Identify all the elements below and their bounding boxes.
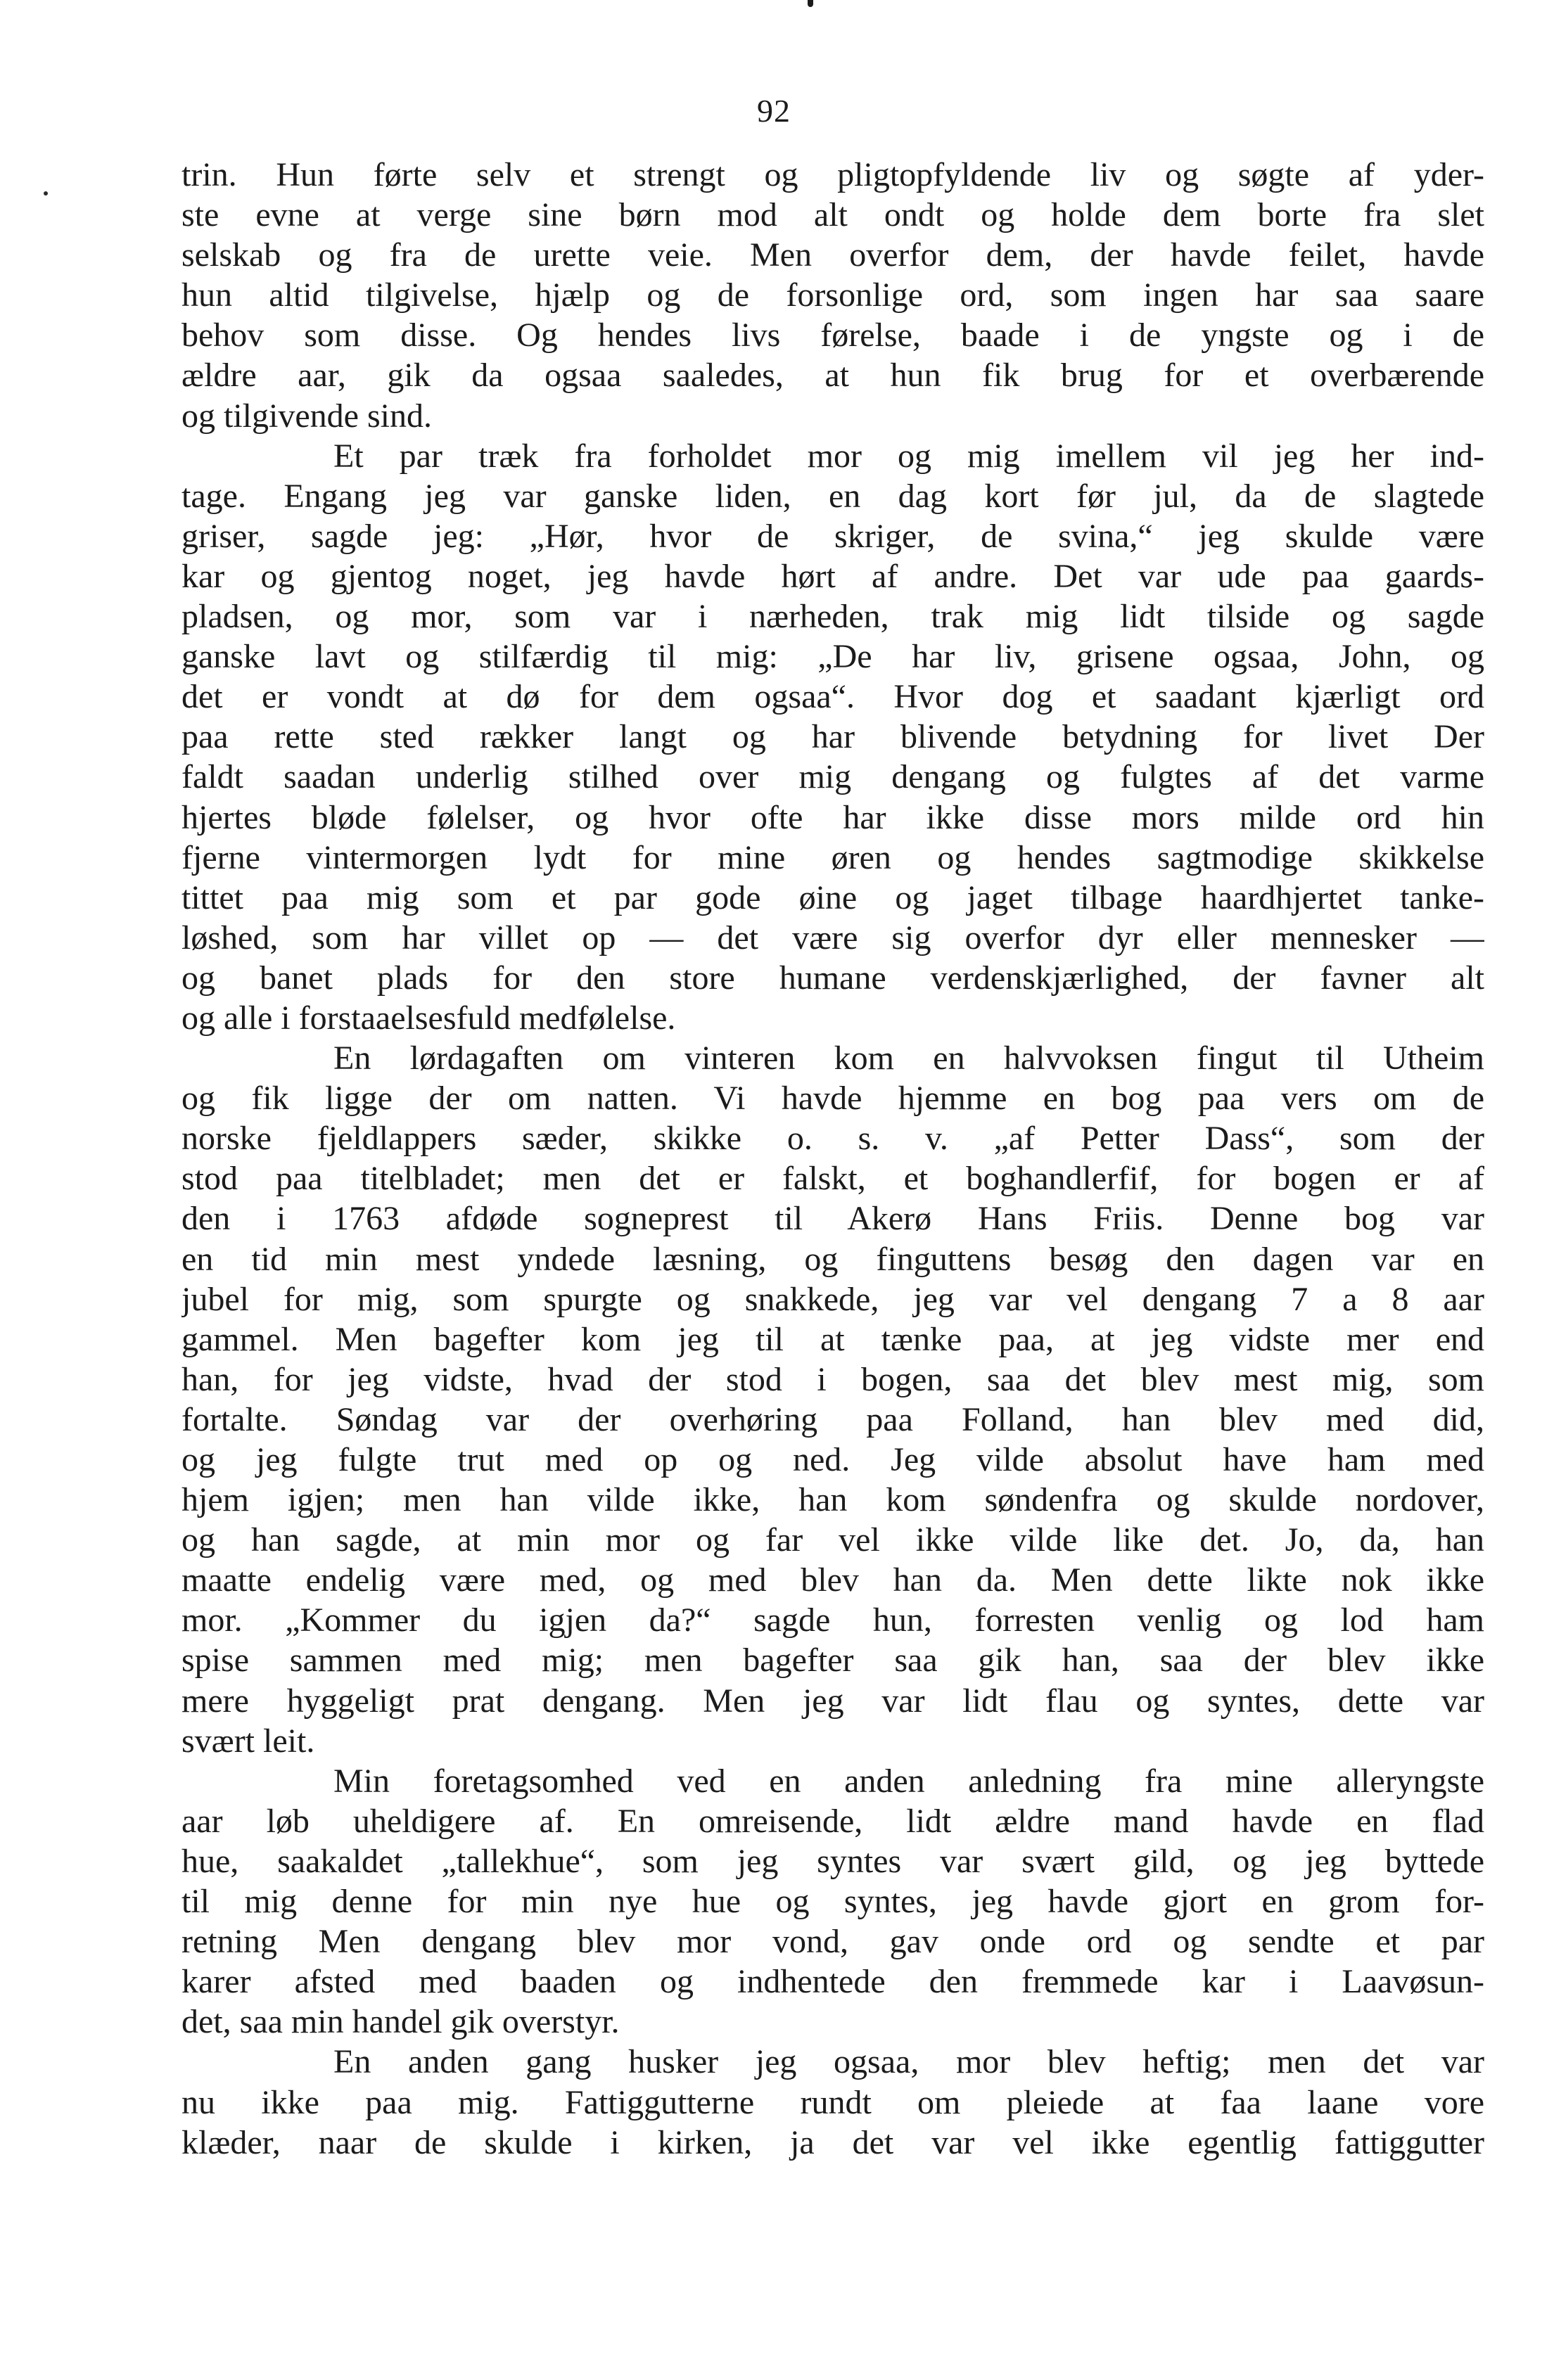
text-line: faldt saadan underlig stilhed over mig dengang og fulgtes af det varme	[181, 758, 1484, 796]
text-line: spise sammen med mig; men bagefter saa gik han, saa der blev ikke	[181, 1642, 1484, 1680]
text-line: en tid min mest yndede læsning, og finguttens besøg den dagen var en	[181, 1240, 1484, 1278]
text-line: kar og gjentog noget, jeg havde hørt af andre. Det var ude paa gaards-	[181, 557, 1484, 595]
text-line: mor. „Kommer du igjen da?“ sagde hun, forresten venlig og lod ham	[181, 1601, 1484, 1639]
text-line: pladsen, og mor, som var i nærheden, trak mig lidt tilside og sagde	[181, 598, 1484, 636]
text-line: hun altid tilgivelse, hjælp og de forsonlige ord, som ingen har saa saare	[181, 276, 1484, 314]
text-line: fortalte. Søndag var der overhøring paa Folland, han blev med did,	[181, 1400, 1484, 1438]
text-line: ældre aar, gik da ogsaa saaledes, at hun fik brug for et overbærende	[181, 357, 1484, 395]
text-line: norske fjeldlappers sæder, skikke o. s. v. „af Petter Dass“, som der	[181, 1120, 1484, 1158]
text-line: griser, sagde jeg: „Hør, hvor de skriger, de svina,“ jeg skulde være	[181, 517, 1484, 555]
text-line: løshed, som har villet op — det være sig overfor dyr eller mennesker —	[181, 919, 1484, 957]
text-line: og alle i forstaaelsesfuld medfølelse.	[181, 999, 676, 1037]
text-line: aar løb uheldigere af. En omreisende, lidt ældre mand havde en flad	[181, 1802, 1484, 1840]
text-line: det er vondt at dø for dem ogsaa“. Hvor dog et saadant kjærligt ord	[181, 678, 1484, 716]
text-line: tage. Engang jeg var ganske liden, en dag kort før jul, da de slagtede	[181, 477, 1484, 515]
page-number: 92	[757, 93, 791, 129]
text-line: og fik ligge der om natten. Vi havde hjemme en bog paa vers om de	[181, 1080, 1484, 1118]
text-line: behov som disse. Og hendes livs førelse, baade i de yngste og i de	[181, 316, 1484, 354]
text-line: ste evne at verge sine børn mod alt ondt og holde dem borte fra slet	[181, 196, 1484, 234]
text-line: og jeg fulgte trut med op og ned. Jeg vilde absolut have ham med	[181, 1441, 1484, 1478]
margin-dot	[44, 191, 48, 196]
text-line: En anden gang husker jeg ogsaa, mor blev heftig; men det var	[333, 2043, 1484, 2081]
text-line: paa rette sted rækker langt og har blivende betydning for livet Der	[181, 718, 1484, 756]
text-line: svært leit.	[181, 1722, 315, 1760]
text-line: og banet plads for den store humane verdenskjærlighed, der favner alt	[181, 959, 1484, 997]
text-line: selskab og fra de urette veie. Men overfor dem, der havde feilet, havde	[181, 236, 1484, 274]
text-line: En lørdagaften om vinteren kom en halvvoksen fingut til Utheim	[333, 1039, 1484, 1077]
text-line: maatte endelig være med, og med blev han da. Men dette likte nok ikke	[181, 1561, 1484, 1599]
text-line: karer afsted med baaden og indhentede den fremmede kar i Laavøsun-	[181, 1963, 1484, 2001]
print-mark	[808, 0, 813, 7]
text-line: mere hyggeligt prat dengang. Men jeg var lidt flau og syntes, dette var	[181, 1682, 1484, 1720]
text-line: retning Men dengang blev mor vond, gav onde ord og sendte et par	[181, 1923, 1484, 1961]
text-line: nu ikke paa mig. Fattiggutterne rundt om pleiede at faa laane vore	[181, 2083, 1484, 2121]
text-line: fjerne vintermorgen lydt for mine øren og hendes sagtmodige skikkelse	[181, 838, 1484, 876]
text-line: trin. Hun førte selv et strengt og pligtopfyldende liv og søgte af yder-	[181, 156, 1484, 193]
text-line: jubel for mig, som spurgte og snakkede, jeg var vel dengang 7 a 8 aar	[181, 1280, 1484, 1318]
text-line: det, saa min handel gik overstyr.	[181, 2003, 620, 2041]
text-line: hjertes bløde følelser, og hvor ofte har ikke disse mors milde ord hin	[181, 798, 1484, 836]
text-line: og tilgivende sind.	[181, 397, 432, 435]
text-line: og han sagde, at min mor og far vel ikke vilde like det. Jo, da, han	[181, 1521, 1484, 1559]
text-line: til mig denne for min nye hue og syntes, jeg havde gjort en grom for-	[181, 1883, 1484, 1921]
text-line: gammel. Men bagefter kom jeg til at tænke paa, at jeg vidste mer end	[181, 1320, 1484, 1358]
text-line: ganske lavt og stilfærdig til mig: „De har liv, grisene ogsaa, John, og	[181, 638, 1484, 676]
text-line: stod paa titelbladet; men det er falskt, et boghandlerfif, for bogen er af	[181, 1160, 1484, 1198]
text-body	[181, 155, 1484, 2163]
text-line: tittet paa mig som et par gode øine og jaget tilbage haardhjertet tanke-	[181, 878, 1484, 916]
text-line: Et par træk fra forholdet mor og mig imellem vil jeg her ind-	[333, 437, 1484, 475]
text-line: hue, saakaldet „tallekhue“, som jeg syntes var svært gild, og jeg byttede	[181, 1842, 1484, 1880]
text-line: Min foretagsomhed ved en anden anledning fra mine alleryngste	[333, 1762, 1484, 1800]
text-line: den i 1763 afdøde sogneprest til Akerø Hans Friis. Denne bog var	[181, 1200, 1484, 1238]
text-line: klæder, naar de skulde i kirken, ja det var vel ikke egentlig fattiggutter	[181, 2123, 1484, 2161]
text-line: hjem igjen; men han vilde ikke, han kom søndenfra og skulde nordover,	[181, 1481, 1484, 1519]
text-line: han, for jeg vidste, hvad der stod i bogen, saa det blev mest mig, som	[181, 1360, 1484, 1398]
